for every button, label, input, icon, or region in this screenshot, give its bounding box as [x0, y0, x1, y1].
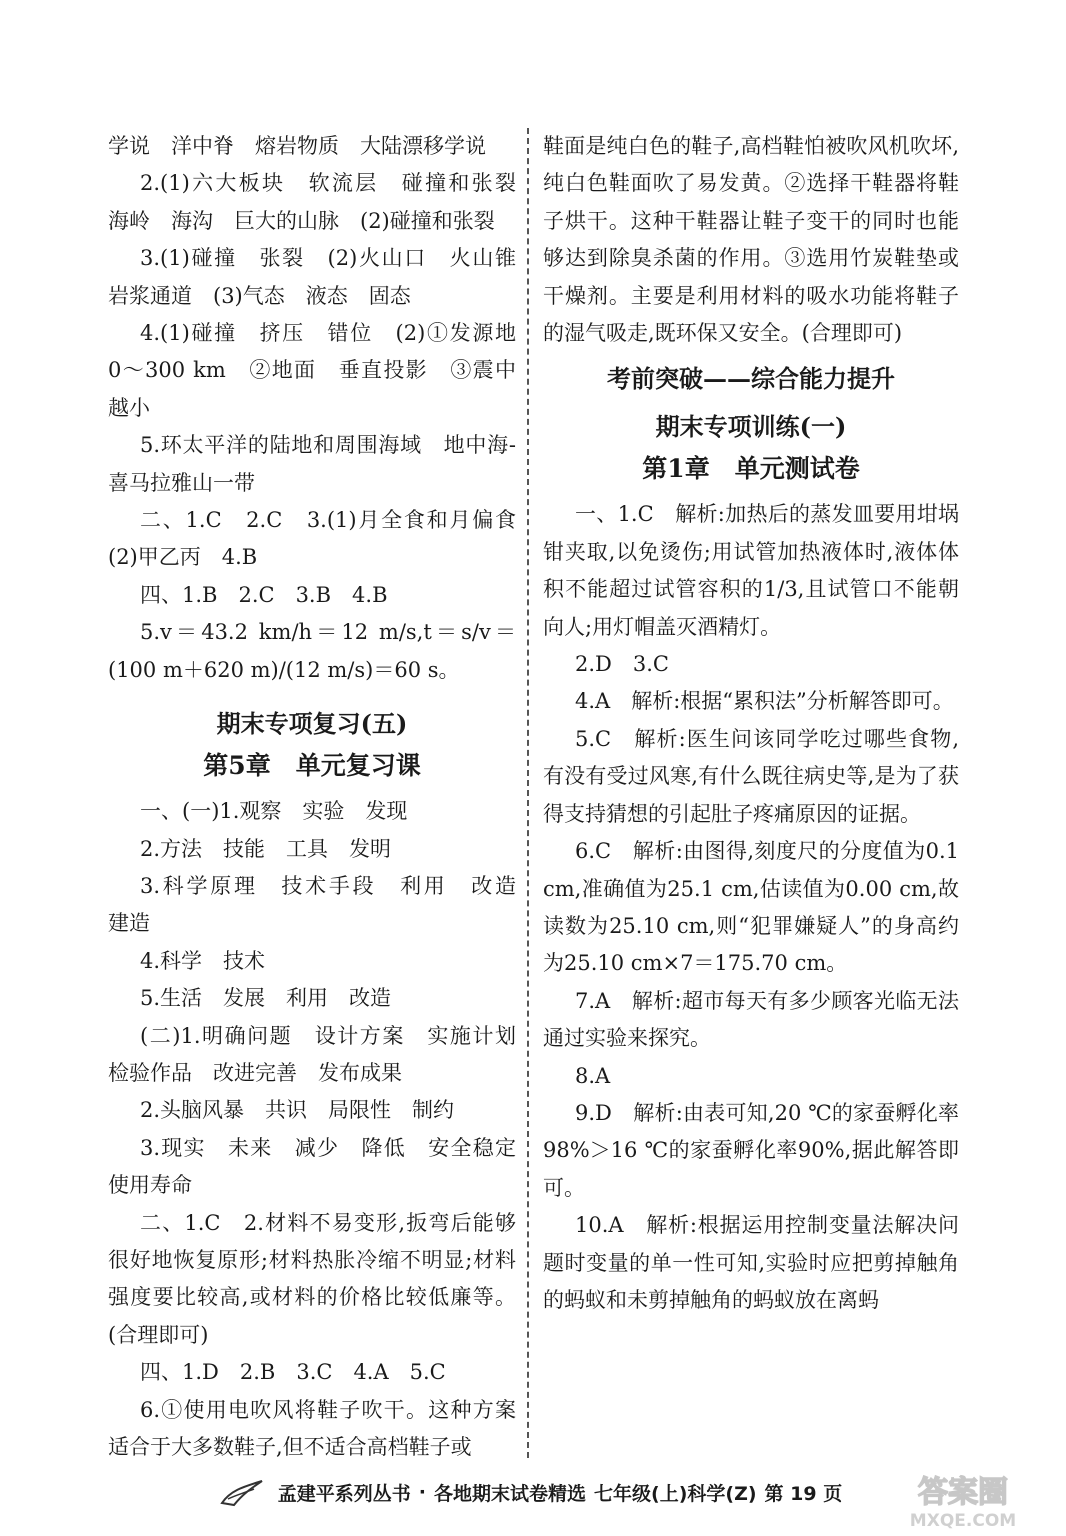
- grade-subject: 七年级(上)科学(Z): [594, 1482, 757, 1505]
- answer-line: 2.(1)六大板块 软流层 碰撞和张裂 海岭 海沟 巨大的山脉 (2)碰撞和张裂: [108, 171, 537, 233]
- answer-line: 10.A 解析:根据运用控制变量法解决问题时变量的单一性可知,实验时应把剪掉触角的蚂蚁和未剪掉触角的蚂蚁放在离蚂: [543, 1213, 959, 1312]
- right-column: [543, 128, 959, 1319]
- footer-dot: ·: [418, 1481, 427, 1503]
- answer-line: 2.D 3.C: [575, 652, 669, 677]
- answer-line: 9.D 解析:由表可知,20 ℃的家蚕孵化率98%＞16 ℃的家蚕孵化率90%,据此解答即可。: [543, 1100, 959, 1200]
- series-name: 孟建平系列丛书: [277, 1482, 411, 1505]
- answer-line: 二、1.C 2.C 3.(1)月全食和月偏食 (2)甲乙丙 4.B: [108, 508, 537, 570]
- watermark-text: 答案圈: [918, 1475, 1008, 1510]
- answer-line: 3.(1)碰撞 张裂 (2)火山口 火山锥 岩浆通道 (3)气态 液态 固态: [108, 246, 537, 308]
- chapter-heading: 第5章 单元复习课: [203, 751, 421, 781]
- answer-line: 5.生活 发展 利用 改造: [140, 986, 392, 1011]
- answer-line: 四、1.D 2.B 3.C 4.A 5.C: [140, 1360, 446, 1385]
- column-divider: [527, 128, 529, 1458]
- page-number: 第 19 页: [764, 1482, 843, 1505]
- book-title: 各地期末试卷精选: [434, 1482, 587, 1505]
- watermark-domain: MXQE.COM: [909, 1511, 1017, 1531]
- answer-line: 5.v＝43.2 km/h＝12 m/s,t＝s/v＝(100 m＋620 m)/(12 m/s)＝60 s。: [108, 620, 516, 682]
- answer-line: (二)1.明确问题 设计方案 实施计划 检验作品 改进完善 发布成果: [108, 1023, 537, 1085]
- answer-line: 鞋面是纯白色的鞋子,高档鞋怕被吹风机吹坏,纯白色鞋面吹了易发黄。②选择干鞋器将鞋子烘干。这种干鞋器让鞋子变干的同时也能够达到除臭杀菌的作用。③选用竹炭鞋垫或干燥剂。主要是利用材料的吸水功能将鞋子的湿气吸走,既环保又安全。(合理即可): [543, 134, 959, 346]
- answer-line: 3.科学原理 技术手段 利用 改造 建造: [108, 873, 537, 936]
- section-heading: 期末专项训练(一): [655, 412, 847, 442]
- section-heading: 期末专项复习(五): [216, 709, 408, 739]
- answer-line: 5.C 解析:医生问该同学吃过哪些食物,有没有受过风寒,有什么既往病史等,是为了获得支持猜想的引起肚子疼痛原因的证据。: [543, 726, 959, 826]
- answer-line: 6.①使用电吹风将鞋子吹干。这种方案适合于大多数鞋子,但不适合高档鞋子或: [108, 1397, 516, 1459]
- answer-line: 一、1.C 解析:加热后的蒸发皿要用坩埚钳夹取,以免烫伤;用试管加热液体时,液体体积不能超过试管容积的1/3,且试管口不能朝向人;用灯帽盖灭酒精灯。: [543, 502, 959, 639]
- answer-line: 4.科学 技术: [140, 948, 266, 973]
- left-column: [108, 128, 537, 1466]
- chapter-heading: 第1章 单元测试卷: [642, 454, 860, 484]
- answer-line: 学说 洋中脊 熔岩物质 大陆漂移学说: [108, 134, 486, 158]
- answer-line: 2.头脑风暴 共识 局限性 制约: [140, 1098, 455, 1123]
- answer-line: 6.C 解析:由图得,刻度尺的分度值为0.1 cm,准确值为25.1 cm,估读值为0.00 cm,故读数为25.10 cm,则“犯罪嫌疑人”的身高约为25.10 cm×7＝175.70 cm。: [543, 839, 959, 976]
- answer-line: 二、1.C 2.材料不易变形,扳弯后能够很好地恢复原形;材料热胀冷缩不明显;材料强度要比较高,或材料的价格比较低廉等。(合理即可): [108, 1210, 516, 1347]
- answer-line: 2.方法 技能 工具 发明: [140, 836, 392, 861]
- answer-line: 3.现实 未来 减少 降低 安全稳定 使用寿命: [108, 1135, 537, 1198]
- part-heading: 考前突破——综合能力提升: [607, 364, 895, 394]
- answer-line: 7.A 解析:超市每天有多少顾客光临无法通过实验来探究。: [543, 988, 959, 1051]
- answer-line: 一、(一)1.观察 实验 发现: [140, 799, 408, 824]
- answer-line: 四、1.B 2.C 3.B 4.B: [140, 582, 388, 607]
- watermark-logo: [888, 1470, 1038, 1532]
- bird-logo-icon: [220, 1477, 264, 1507]
- answer-line: 5.环太平洋的陆地和周围海域 地中海-喜马拉雅山一带: [108, 433, 516, 495]
- answer-line: 4.A 解析:根据“累积法”分析解答即可。: [575, 689, 954, 714]
- answer-line: 8.A: [575, 1063, 611, 1088]
- answer-line: 4.(1)碰撞 挤压 错位 (2)①发源地 0～300 km ②地面 垂直投影 ③震中 越小: [108, 321, 537, 420]
